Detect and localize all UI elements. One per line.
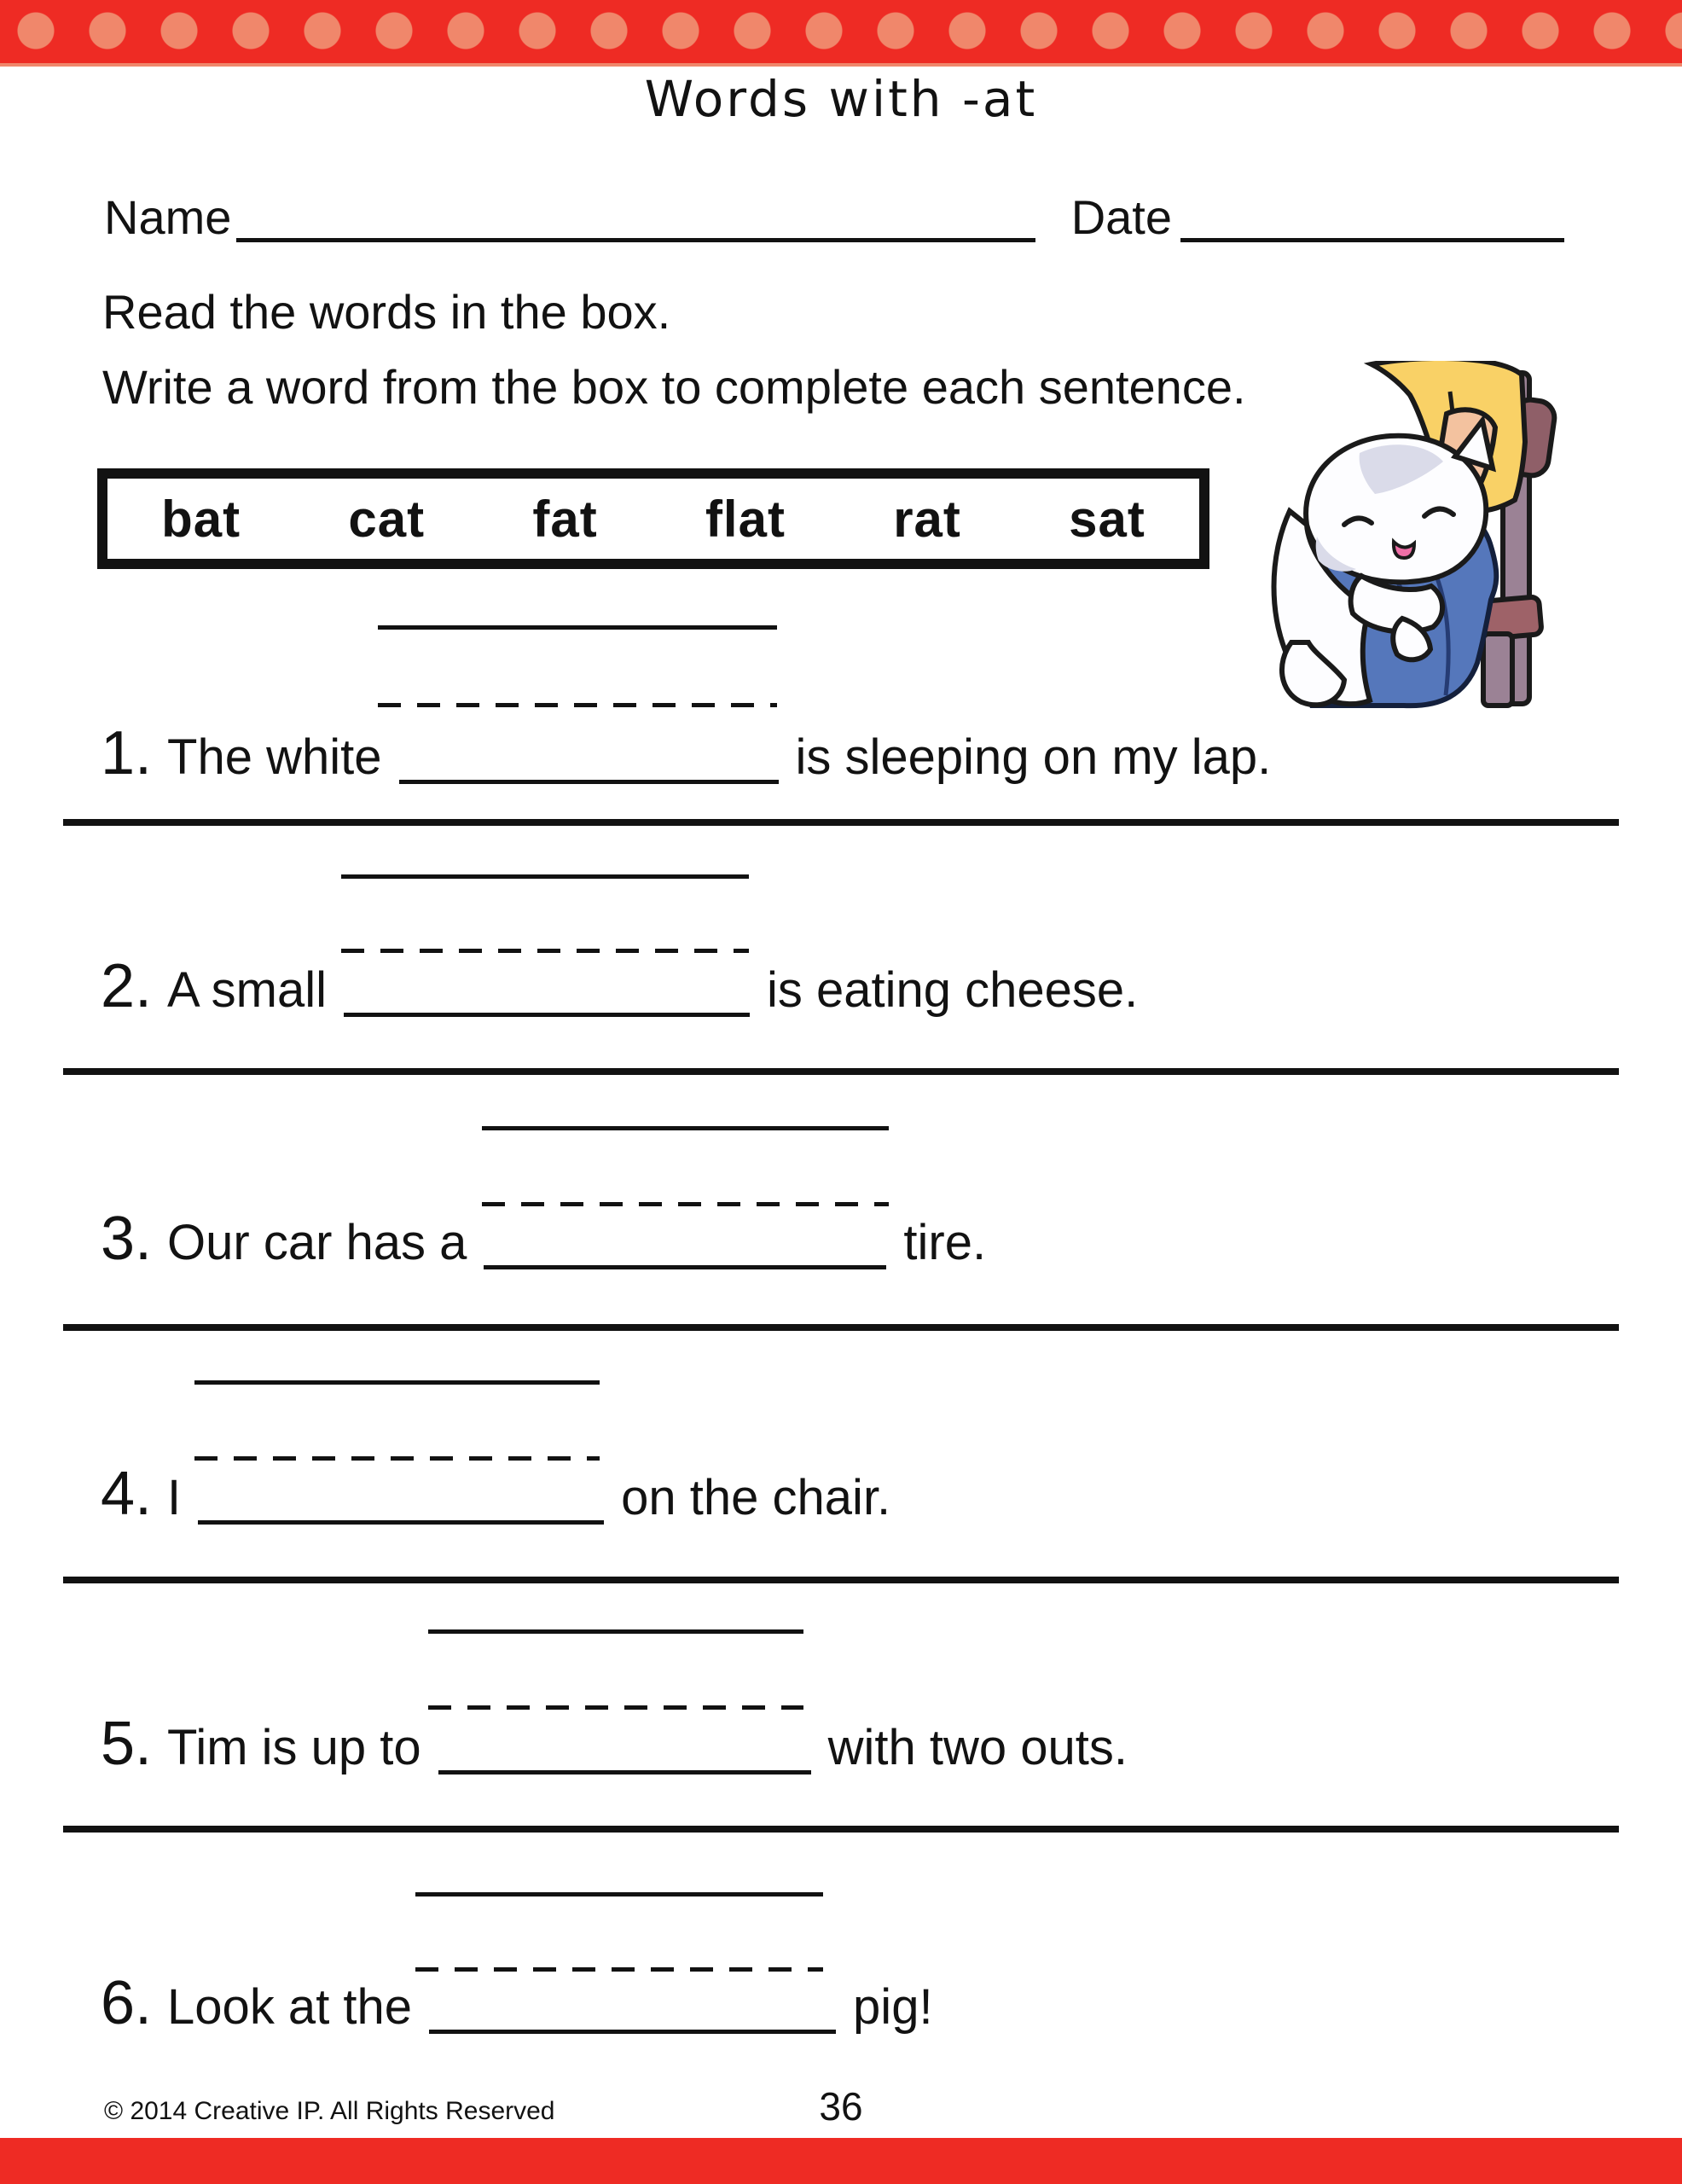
- answer-blank-line: [484, 1265, 886, 1269]
- section-divider: [63, 1826, 1619, 1833]
- question-text-post: is eating cheese.: [767, 962, 1139, 1018]
- question-text-pre: A small: [167, 962, 327, 1018]
- word-bank-word: cat: [348, 490, 426, 548]
- question-number: 6.: [101, 1969, 153, 2037]
- word-bank-word: flat: [705, 490, 786, 548]
- answer-blank-line: [429, 2030, 836, 2034]
- answer-blank-line: [198, 1520, 604, 1525]
- instructions: [102, 275, 1246, 425]
- chair-leg: [1483, 634, 1512, 706]
- name-write-line: [236, 238, 1035, 242]
- word-bank-word: fat: [532, 490, 598, 548]
- question-text-post: tire.: [903, 1215, 987, 1270]
- answer-guide-solid-line: [341, 874, 749, 879]
- question-2: [101, 951, 1138, 1021]
- answer-blank-line: [399, 780, 779, 784]
- question-number: 1.: [101, 719, 153, 787]
- question-3: [101, 1204, 986, 1274]
- question-text-pre: The white: [167, 729, 382, 785]
- cat-on-lap-illustration: [1235, 361, 1563, 711]
- section-divider: [63, 1324, 1619, 1331]
- word-bank-box: [97, 468, 1209, 569]
- question-4: [101, 1459, 890, 1529]
- word-bank-word: bat: [161, 490, 241, 548]
- section-divider: [63, 1068, 1619, 1075]
- question-number: 5.: [101, 1710, 153, 1778]
- question-number: 3.: [101, 1205, 153, 1273]
- question-text-post: with two outs.: [827, 1720, 1128, 1775]
- answer-guide-solid-line: [415, 1892, 823, 1896]
- copyright-text: © 2014 Creative IP. All Rights Reserved: [104, 2097, 555, 2125]
- answer-blank-line: [438, 1770, 811, 1774]
- answer-guide-solid-line: [378, 625, 777, 630]
- answer-guide-solid-line: [194, 1380, 600, 1385]
- question-number: 4.: [101, 1460, 153, 1528]
- question-text-post: pig!: [853, 1979, 933, 2035]
- page-title: Words with -at: [644, 70, 1038, 128]
- section-divider: [63, 1577, 1619, 1583]
- answer-blank-line: [344, 1013, 750, 1017]
- answer-guide-solid-line: [482, 1126, 889, 1130]
- date-write-line: [1180, 238, 1564, 242]
- top-dotted-border-band: [0, 0, 1682, 67]
- answer-guide-dashed-line: [378, 703, 777, 707]
- instruction-line-1: Read the words in the box.: [102, 285, 671, 339]
- page-number: 36: [819, 2084, 863, 2129]
- word-bank-word: sat: [1069, 490, 1146, 548]
- question-6: [101, 1968, 933, 2038]
- name-label: Name: [104, 190, 232, 244]
- question-1: [101, 718, 1271, 788]
- question-text-post: is sleeping on my lap.: [795, 729, 1272, 785]
- instruction-line-2: Write a word from the box to complete each sentence.: [102, 360, 1246, 414]
- word-bank-word: rat: [893, 490, 961, 548]
- section-divider: [63, 819, 1619, 826]
- answer-guide-solid-line: [428, 1629, 803, 1634]
- question-5: [101, 1709, 1128, 1779]
- question-number: 2.: [101, 952, 153, 1020]
- question-text-pre: Look at the: [167, 1979, 413, 2035]
- question-text-pre: Tim is up to: [167, 1720, 421, 1775]
- date-label: Date: [1070, 190, 1172, 244]
- question-text-pre: Our car has a: [167, 1215, 467, 1270]
- bottom-border-band: [0, 2138, 1682, 2184]
- name-date-row: [104, 189, 1564, 245]
- question-text-pre: I: [167, 1470, 182, 1525]
- question-text-post: on the chair.: [621, 1470, 891, 1525]
